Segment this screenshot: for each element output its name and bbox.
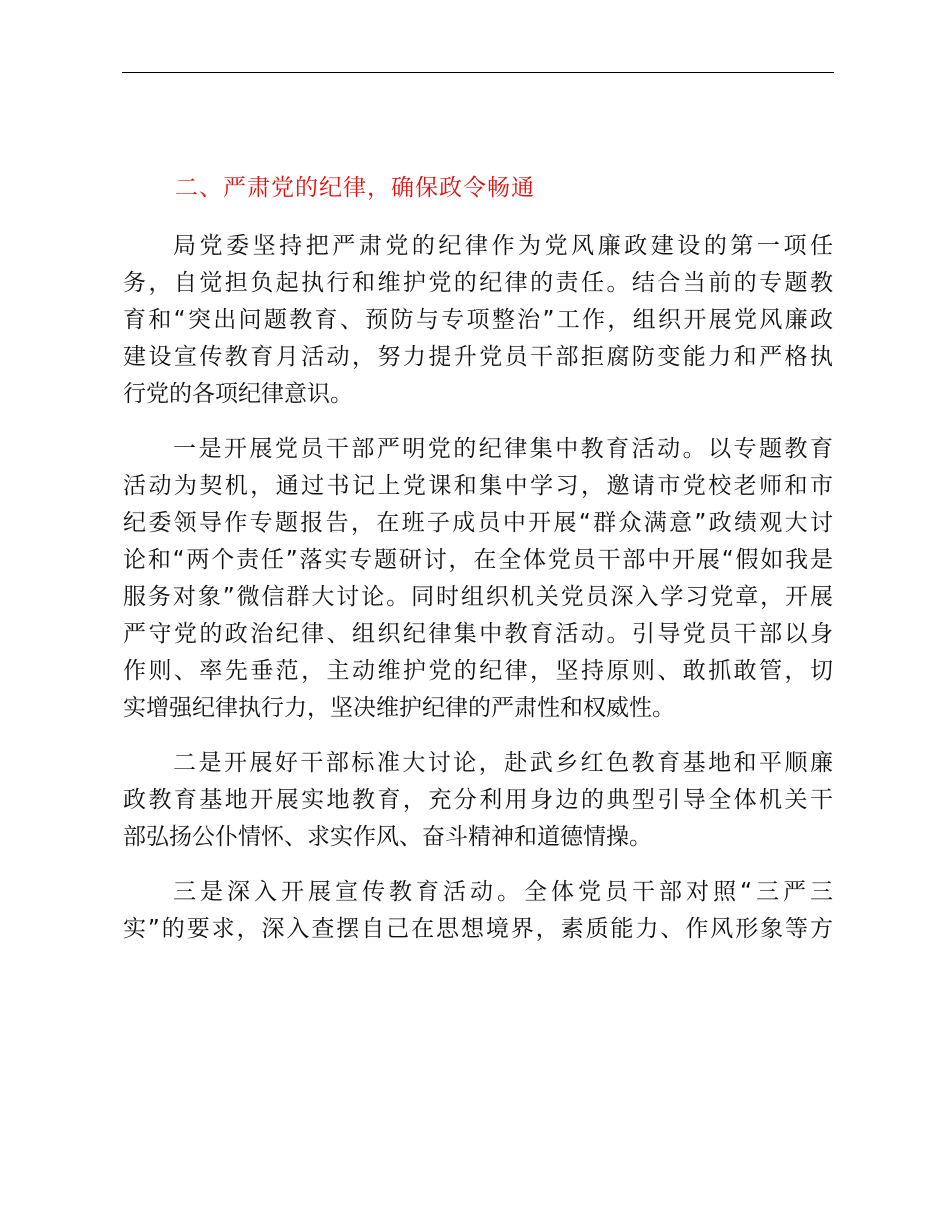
paragraph-line: 纪委领导作专题报告，在班子成员中开展“群众满意”政绩观大讨: [123, 510, 833, 536]
paragraph-line: 论和“两个责任”落实专题研讨，在全体党员干部中开展“假如我是: [123, 547, 833, 573]
paragraph-line: 作则、率先垂范，主动维护党的纪律，坚持原则、敢抓敢管，切: [123, 658, 833, 684]
paragraph-line: 三是深入开展宣传教育活动。全体党员干部对照“三严三: [173, 879, 833, 905]
paragraph-line: 局党委坚持把严肃党的纪律作为党风廉政建设的第一项任: [173, 233, 833, 259]
body-text: [123, 228, 833, 966]
paragraph-line: 实”的要求，深入查摆自己在思想境界，素质能力、作风形象等方: [123, 916, 833, 942]
paragraph-line: 二是开展好干部标准大讨论，赴武乡红色教育基地和平顺廉: [173, 750, 833, 776]
paragraph-line: 一是开展党员干部严明党的纪律集中教育活动。以专题教育: [173, 436, 833, 462]
header-rule: [122, 72, 834, 73]
paragraph-4: [123, 874, 833, 948]
paragraph-line: 建设宣传教育月活动，努力提升党员干部拒腐防变能力和严格执: [123, 344, 833, 370]
section-heading: 二、严肃党的纪律，确保政令畅通: [175, 175, 535, 201]
paragraph-line: 服务对象”微信群大讨论。同时组织机关党员深入学习党章，开展: [123, 584, 833, 610]
paragraph-1: [123, 228, 833, 413]
paragraph-line: 部弘扬公仆情怀、求实作风、奋斗精神和道德情操。: [123, 824, 652, 850]
paragraph-line: 育和“突出问题教育、预防与专项整治”工作，组织开展党风廉政: [123, 307, 833, 333]
paragraph-line: 政教育基地开展实地教育，充分利用身边的典型引导全体机关干: [123, 787, 833, 813]
paragraph-line: 行党的各项纪律意识。: [123, 381, 353, 407]
paragraph-line: 活动为契机，通过书记上党课和集中学习，邀请市党校老师和市: [123, 473, 833, 499]
paragraph-2: [123, 431, 833, 727]
paragraph-line: 务，自觉担负起执行和维护党的纪律的责任。结合当前的专题教: [123, 270, 833, 296]
paragraph-line: 严守党的政治纪律、组织纪律集中教育活动。引导党员干部以身: [123, 621, 833, 647]
paragraph-3: [123, 745, 833, 856]
paragraph-line: 实增强纪律执行力，坚决维护纪律的严肃性和权威性。: [123, 695, 675, 721]
